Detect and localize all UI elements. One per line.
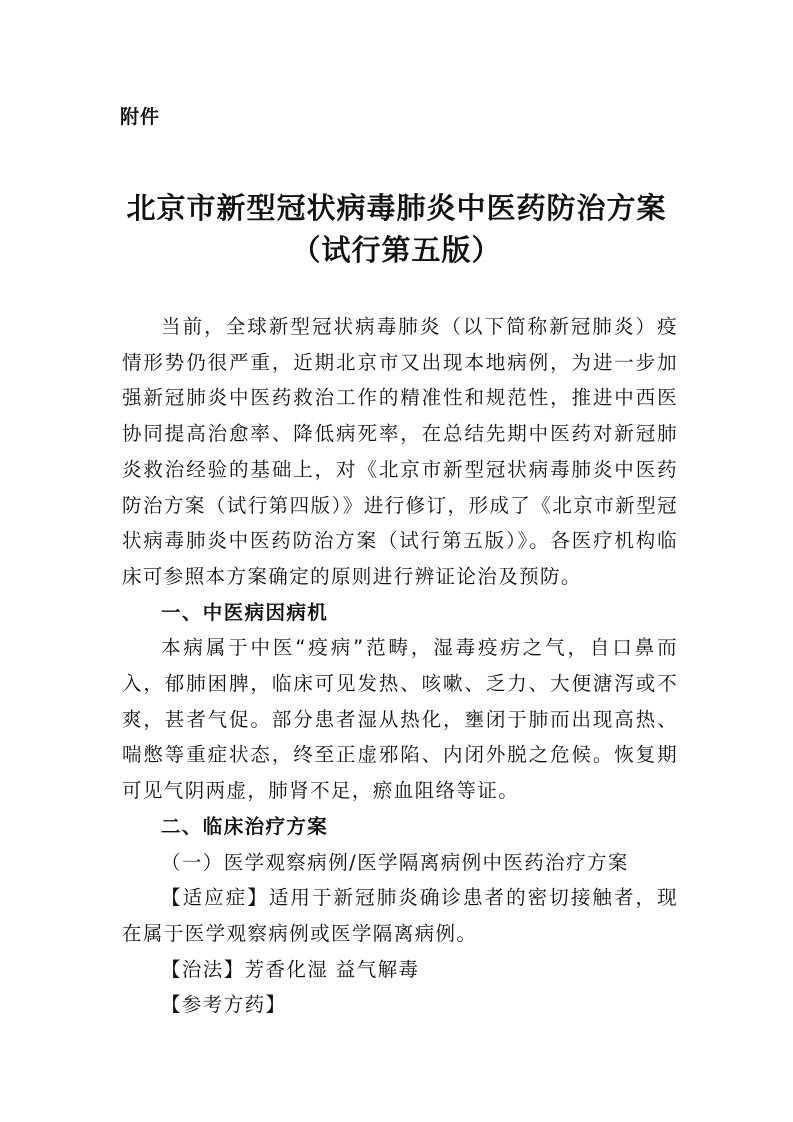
reference-prescription-label: 【参考方药】	[161, 993, 287, 1017]
document-title: 北京市新型冠状病毒肺炎中医药防治方案	[126, 191, 667, 225]
document-body	[122, 309, 678, 1023]
attachment-label: 附件	[120, 106, 161, 128]
section-heading-etiology: 一、中医病因病机	[161, 600, 329, 624]
document-subtitle: （试行第五版）	[291, 233, 502, 267]
etiology-paragraph: 本病属于中医“疫病”范畴，湿毒疫疠之气，自口鼻而入，郁肺困脾，临床可见发热、咳嗽、乏力、大便溏泻或不爽，甚者气促。部分患者湿从热化，壅闭于肺而出现高热、喘憋等重症状态，终至正虚邪陷、内闭外脱之危候。恢复期可见气阴两虚，肺肾不足，瘀血阻络等证。	[122, 636, 678, 803]
treatment-method-paragraph: 【治法】芳香化湿 益气解毒	[161, 957, 420, 981]
section-heading-treatment: 二、临床治疗方案	[161, 814, 329, 838]
intro-paragraph: 当前，全球新型冠状病毒肺炎（以下简称新冠肺炎）疫情形势仍很严重，近期北京市又出现本地病例，为进一步加强新冠肺炎中医药救治工作的精准性和规范性，推进中西医协同提高治愈率、降低病死率，在总结先期中医药对新冠肺炎救治经验的基础上，对《北京市新型冠状病毒肺炎中医药防治方案（试行第四版）》进行修订，形成了《北京市新型冠状病毒肺炎中医药防治方案（试行第五版）》。各医疗机构临床可参照本方案确定的原则进行辨证论治及预防。	[122, 315, 678, 588]
subsection-heading-observation: （一）医学观察病例/医学隔离病例中医药治疗方案	[161, 850, 629, 874]
indication-paragraph: 【适应症】适用于新冠肺炎确诊患者的密切接触者，现在属于医学观察病例或医学隔离病例。	[122, 886, 678, 945]
